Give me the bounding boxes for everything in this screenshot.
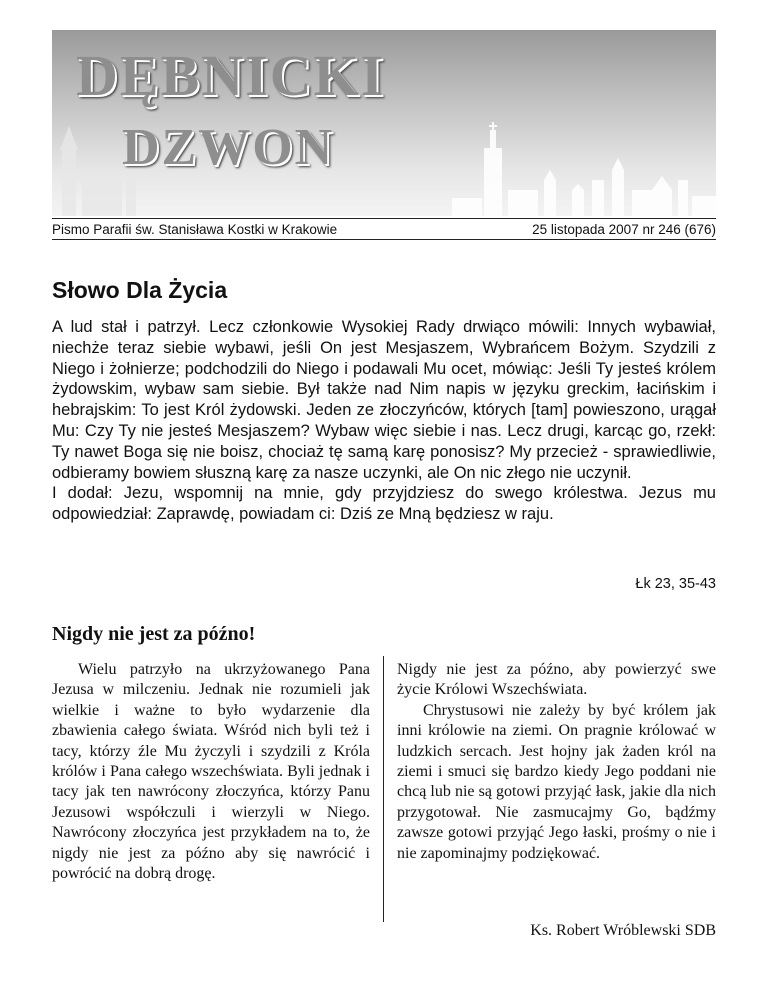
masthead-top-rule	[52, 218, 716, 219]
issue-date: 25 listopada 2007 nr 246 (676)	[532, 222, 716, 237]
article-heading: Nigdy nie jest za późno!	[52, 623, 256, 645]
author-signature: Ks. Robert Wróblewski SDB	[530, 922, 716, 939]
publisher-line: Pismo Parafii św. Stanisława Kostki w Krakowie	[52, 222, 338, 237]
article-paragraph: Wielu patrzyło na ukrzyżowanego Pana Jezusa w milczeniu. Jednak nie rozumieli jak wielkie i ważne to było wydarzenie dla zbawienia całego świata. Wśród nich byli też i tacy, którzy źle Mu życzyli i szydzili z Króla królów i Pana całego wszechświata. Byli jednak i tacy jak ten nawrócony złoczyńca, którzy Panu Jezusowi współczuli i wierzyli w Niego. Nawrócony złoczyńca jest przykładem na to, że nigdy nie jest za późno aby się nawrócić i powrócić na dobrą drogę.	[52, 661, 370, 883]
masthead	[52, 30, 716, 216]
masthead-bottom-rule	[52, 239, 716, 240]
newspaper-title-line1: DĘBNICKI	[76, 43, 386, 108]
scripture-paragraph: I dodał: Jezu, wspomnij na mnie, gdy przyjdziesz do swego królestwa. Jezus mu odpowiedział: Zaprawdę, powiadam ci: Dziś ze Mną będziesz w raju.	[52, 484, 716, 524]
article-paragraph: Nigdy nie jest za późno, aby powierzyć swe życie Królowi Wszechświata.	[397, 661, 716, 699]
newspaper-title-line2: DZWON	[122, 119, 335, 176]
article-column-right	[397, 660, 716, 864]
article-column-left	[52, 660, 370, 884]
slowo-heading: Słowo Dla Życia	[52, 277, 228, 303]
article-paragraph: Chrystusowi nie zależy by być królem jak inni królowie na ziemi. On pragnie królować w ludzkich sercach. Jest hojny jak żaden król na ziemi i smuci się bardzo kiedy Jego poddani nie chcą lub nie są gotowi przyjąć łask, jakie dla nich przygotował. Nie zasmucajmy Go, bądźmy zawsze gotowi przyjąć Jego łaski, prośmy o nie i nie zapominajmy podziękować.	[397, 701, 716, 862]
scripture-citation: Łk 23, 35-43	[635, 576, 716, 592]
scripture-paragraph: A lud stał i patrzył. Lecz członkowie Wysokiej Rady drwiąco mówili: Innych wybawiał, niechże teraz siebie wybawi, jeśli On jest Mesjaszem, Wybrańcem Bożym. Szydzili z Niego i żołnierze; podchodzili do Niego i podawali Mu ocet, mówiąc: Jeśli Ty jesteś królem żydowskim, wybaw sam siebie. Był także nad Nim napis w języku greckim, łacińskim i hebrajskim: To jest Król żydowski. Jeden ze złoczyńców, których [tam] powieszono, urągał Mu: Czy Ty nie jesteś Mesjaszem? Wybaw więc siebie i nas. Lecz drugi, karcąc go, rzekł: Ty nawet Boga się nie boisz, chociaż tę samą karę ponosisz? My przecież - sprawiedliwie, odbieramy bowiem słuszną karę za nasze uczynki, ale On nic złego nie uczynił.	[52, 318, 716, 482]
column-divider	[383, 656, 384, 922]
scripture-text	[52, 317, 716, 525]
